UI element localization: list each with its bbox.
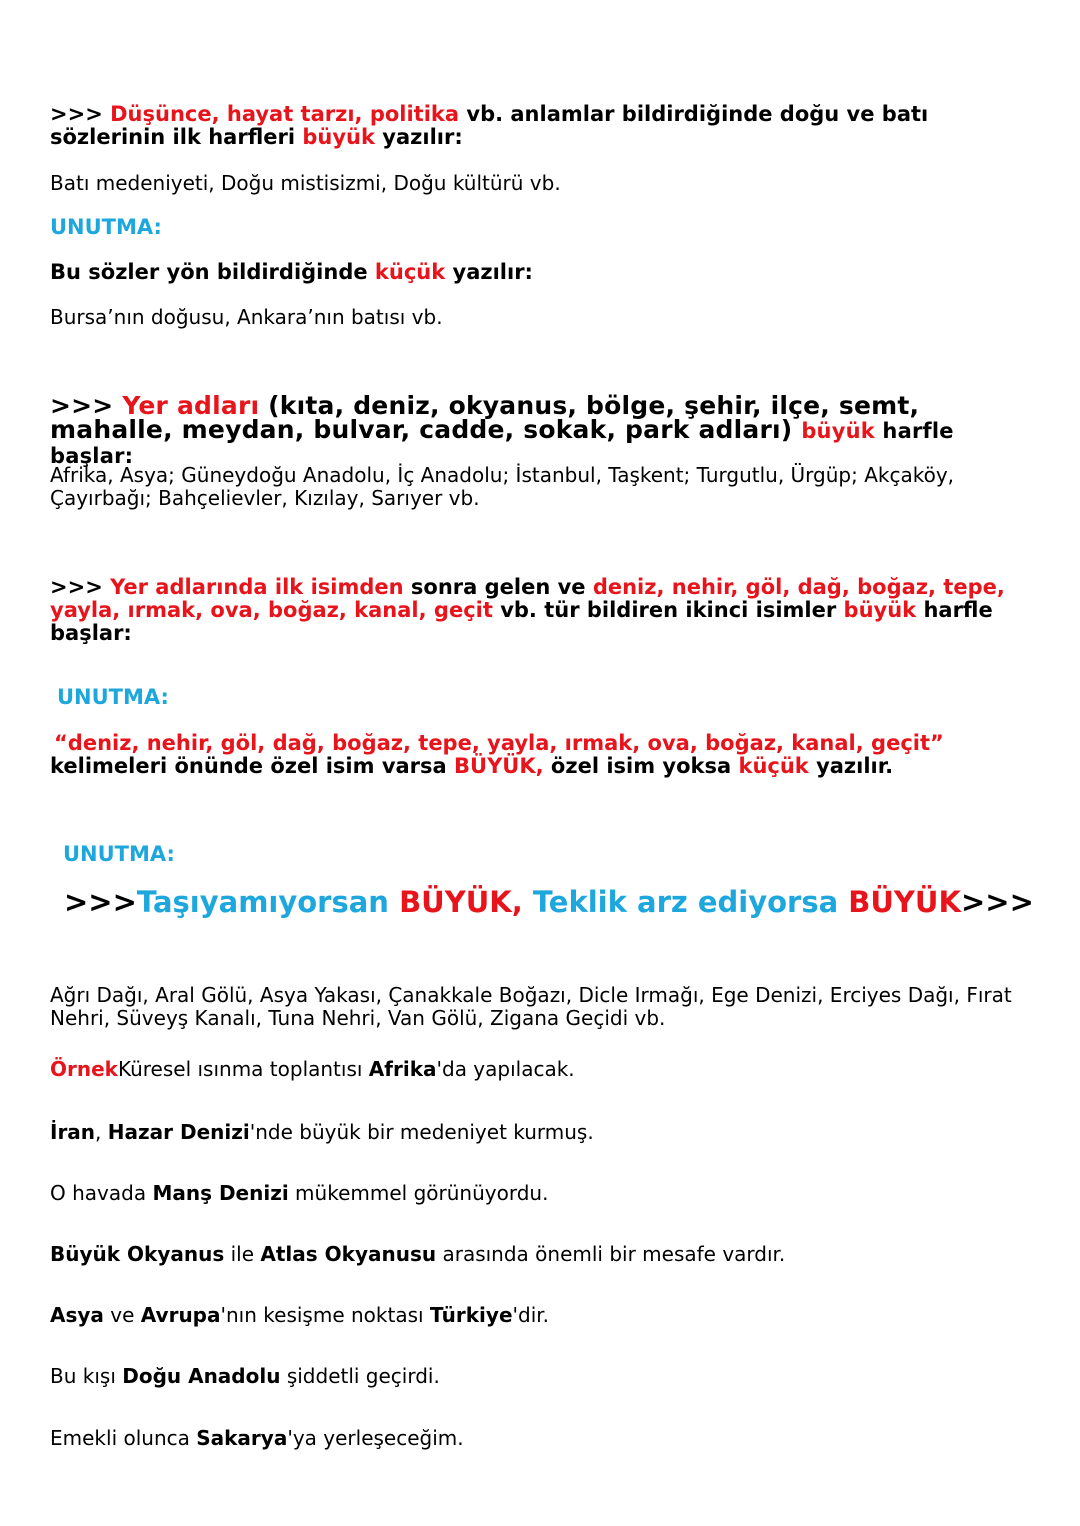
- sentence-text: Küresel ısınma toplantısı: [117, 1057, 369, 1081]
- arrow-prefix: >>>: [50, 575, 111, 599]
- arrow-prefix: >>>: [50, 391, 123, 420]
- highlight-meaning: Düşünce, hayat tarzı, politika: [110, 102, 460, 126]
- rule-end: harfle başlar:: [50, 598, 993, 645]
- sentence-text: 'da yapılacak.: [436, 1057, 575, 1081]
- proper-noun: Doğu Anadolu: [122, 1364, 281, 1388]
- proper-noun: Atlas Okyanusu: [260, 1242, 437, 1266]
- motto-text-1: Taşıyamıyorsan: [136, 885, 400, 919]
- proper-noun: İran: [50, 1120, 96, 1144]
- sentence-4: [50, 1243, 1035, 1266]
- proper-noun: Türkiye: [429, 1303, 513, 1327]
- highlight-first-name: Yer adlarında ilk isimden: [110, 575, 404, 599]
- rule-direction-lowercase: [50, 261, 1035, 284]
- sentence-2: [50, 1121, 1035, 1144]
- sentence-5: [50, 1304, 1035, 1327]
- rule-type-words-case: [50, 732, 1035, 778]
- rule-end: yazılır:: [374, 125, 463, 149]
- example-place-names: Afrika, Asya; Güneydoğu Anadolu, İç Anadolu; İstanbul, Taşkent; Turgutlu, Ürgüp; Akçaköy, Çayırbağı; Bahçelievler, Kızılay, Sarıyer vb.: [50, 463, 955, 510]
- motto-line: [64, 885, 1049, 919]
- proper-noun: Asya: [50, 1303, 104, 1327]
- highlight-place-names: Yer adları: [122, 391, 260, 420]
- rule-text: kelimeleri önünde özel isim varsa: [50, 754, 455, 778]
- rule-end: yazılır:: [445, 260, 533, 284]
- sentence-text: ile: [224, 1242, 261, 1266]
- motto-buyuk-2: BÜYÜK: [848, 885, 961, 919]
- highlight-buyuk-caps: BÜYÜK,: [454, 754, 544, 778]
- highlight-buyuk: büyük: [302, 125, 375, 149]
- sentence-text: ,: [95, 1120, 108, 1144]
- rule-text-2: vb. tür bildiren ikinci isimler: [492, 598, 844, 622]
- motto-arrow-left: >>>: [64, 885, 137, 919]
- sentence-text: şiddetli geçirdi.: [280, 1364, 440, 1388]
- sentence-text: 'ya yerleşeceğim.: [287, 1426, 464, 1450]
- proper-noun: Sakarya: [196, 1426, 288, 1450]
- sentence-7: [50, 1427, 1035, 1450]
- sentence-6: [50, 1365, 1035, 1388]
- sentence-3: [50, 1182, 1035, 1205]
- rule-second-names: [50, 576, 1035, 645]
- unutma-heading-3: UNUTMA:: [63, 842, 175, 866]
- sentence-text: 'nın kesişme noktası: [220, 1303, 430, 1327]
- rule-text: vb. anlamlar bildirdiğinde doğu ve batı sözlerinin ilk harfleri: [50, 102, 929, 149]
- rule-east-west-capital: [50, 103, 1035, 149]
- ornek-label: Örnek: [50, 1057, 118, 1081]
- rule-text: sonra gelen ve: [403, 575, 593, 599]
- sentence-text: Bu kışı: [50, 1364, 123, 1388]
- sentence-text: Emekli olunca: [50, 1426, 197, 1450]
- sentence-1: [50, 1058, 1035, 1081]
- motto-buyuk-1: BÜYÜK,: [399, 885, 523, 919]
- example-east-west: Batı medeniyeti, Doğu mistisizmi, Doğu kültürü vb.: [50, 171, 561, 195]
- proper-noun: Hazar Denizi: [107, 1120, 250, 1144]
- sentence-text: 'nde büyük bir medeniyet kurmuş.: [249, 1120, 594, 1144]
- sentence-text: arasında önemli bir mesafe vardır.: [436, 1242, 786, 1266]
- proper-noun: Afrika: [368, 1057, 437, 1081]
- sentence-text: ve: [103, 1303, 141, 1327]
- highlight-kucuk: küçük: [374, 260, 446, 284]
- rule-end: yazılır.: [808, 754, 894, 778]
- example-geographic-names: Ağrı Dağı, Aral Gölü, Asya Yakası, Çanakkale Boğazı, Dicle Irmağı, Ege Denizi, Erciyes Dağı, Fırat Nehri, Süveyş Kanalı, Tuna Nehri, Van Gölü, Zigana Geçidi vb.: [50, 983, 1012, 1030]
- highlight-kucuk: küçük: [738, 754, 809, 778]
- proper-noun: Büyük Okyanus: [50, 1242, 225, 1266]
- proper-noun: Avrupa: [140, 1303, 221, 1327]
- proper-noun: Manş Denizi: [152, 1181, 289, 1205]
- highlight-buyuk: büyük: [843, 598, 917, 622]
- arrow-prefix: >>>: [50, 102, 111, 126]
- rule-end: harfle başlar:: [50, 419, 954, 468]
- unutma-heading-2: UNUTMA:: [57, 685, 169, 709]
- unutma-heading-1: UNUTMA:: [50, 215, 162, 239]
- rule-text-2: özel isim yoksa: [543, 754, 739, 778]
- sentence-text: O havada: [50, 1181, 153, 1205]
- rule-text: Bu sözler yön bildirdiğinde: [50, 260, 375, 284]
- motto-arrow-right: >>>: [960, 885, 1034, 919]
- highlight-type-words: “deniz, nehir, göl, dağ, boğaz, tepe, yayla, ırmak, ova, boğaz, kanal, geçit”: [54, 731, 944, 755]
- motto-text-2: Teklik arz ediyorsa: [522, 885, 849, 919]
- rule-place-names: [50, 391, 1035, 468]
- sentence-text: 'dir.: [512, 1303, 550, 1327]
- rule-text: (kıta, deniz, okyanus, bölge, şehir, ilçe, semt, mahalle, meydan, bulvar, cadde, sokak, park adları): [50, 391, 920, 444]
- highlight-type-words: deniz, nehir, göl, dağ, boğaz, tepe, yayla, ırmak, ova, boğaz, kanal, geçit: [50, 575, 1005, 622]
- example-direction: Bursa’nın doğusu, Ankara’nın batısı vb.: [50, 305, 443, 329]
- highlight-buyuk: büyük: [801, 419, 875, 443]
- sentence-text: mükemmel görünüyordu.: [288, 1181, 549, 1205]
